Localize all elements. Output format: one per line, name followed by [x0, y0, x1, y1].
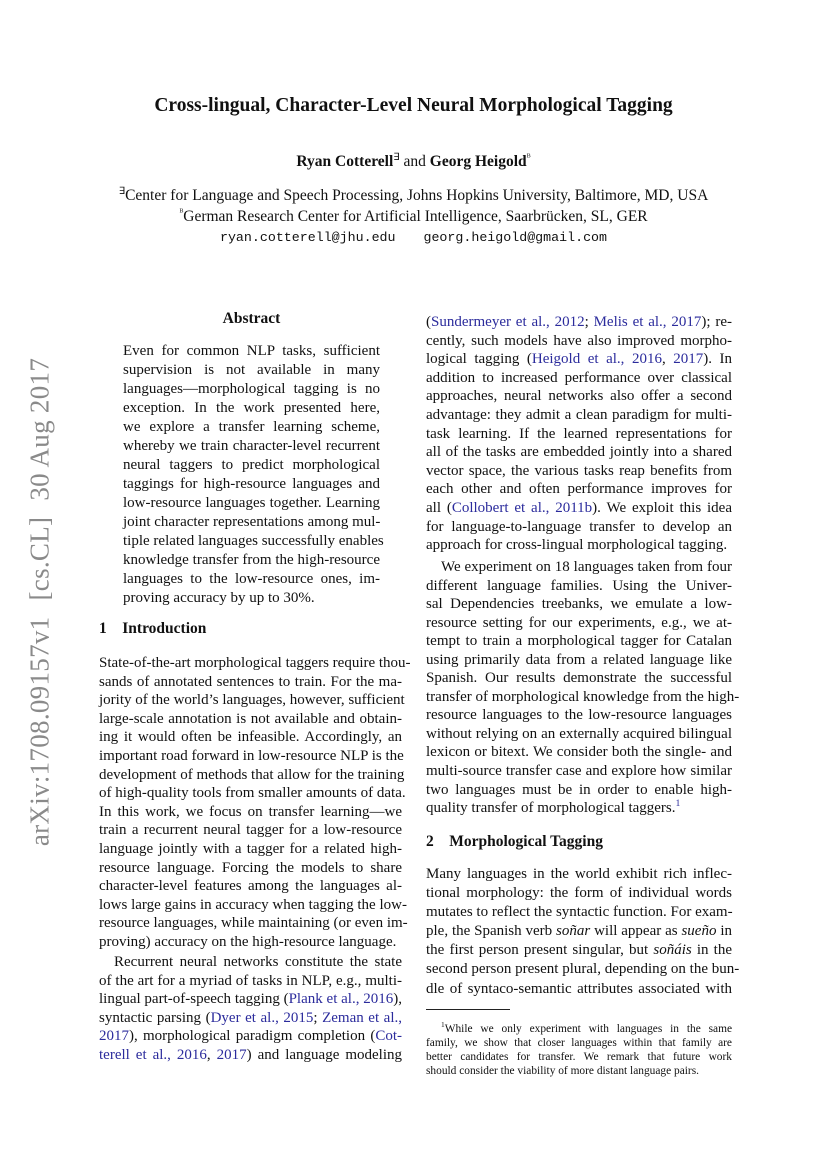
- intro-paragraph: [99, 654, 411, 952]
- affiliation-text: German Research Center for Artificial Intelligence, Saarbrücken, SL, GER: [183, 208, 648, 225]
- citation-link[interactable]: 2017: [216, 1046, 247, 1063]
- text-segment: lingual part-of-speech tagging (: [99, 991, 289, 1008]
- text-line: multi-source transfer case and explore how similar: [426, 763, 732, 780]
- text-segment: ); re-: [701, 314, 733, 330]
- text-line: [426, 922, 732, 941]
- text-line: task learning. If the learned representations for: [426, 425, 732, 442]
- text-line: proving) accuracy on the high-resource language.: [99, 933, 397, 950]
- text-line: sands of annotated sentences to train. For the ma-: [99, 673, 402, 690]
- text-segment: ). We exploit this idea: [592, 499, 732, 516]
- text-line: neural taggers to predict morphological: [123, 457, 380, 473]
- text-line: different language families. Using the Univer-: [426, 577, 732, 594]
- citation-link[interactable]: Melis et al., 2017: [593, 314, 702, 330]
- section-heading-introduction: 1 Introduction: [99, 620, 207, 637]
- affiliation-mark: ᴮ: [526, 151, 531, 163]
- text-segment: logical tagging (: [426, 351, 532, 368]
- text-line: lows large gains in accuracy when tagging the low-: [99, 896, 407, 913]
- italic-term: soñar: [556, 923, 591, 940]
- italic-term: soñáis: [653, 942, 692, 959]
- text-segment: ple, the Spanish verb: [426, 923, 557, 940]
- footnote-mark[interactable]: 1: [675, 798, 681, 810]
- text-line: dle of syntaco-semantic attributes associated with: [426, 980, 732, 997]
- text-line: [426, 799, 732, 818]
- citation-link[interactable]: Dyer et al., 2015: [210, 1009, 314, 1026]
- affiliation-mark: ᴮ: [179, 206, 184, 218]
- text-line: low-resource languages together. Learning: [123, 495, 380, 511]
- abstract-text: [123, 342, 384, 608]
- text-line: We experiment on 18 languages taken from four: [441, 559, 732, 575]
- text-segment: ;: [313, 1009, 323, 1026]
- text-line: knowledge transfer from the high-resource: [123, 552, 380, 568]
- text-line: [99, 1027, 402, 1046]
- text-line: resource language. Forcing the models to share: [99, 859, 402, 876]
- text-line: train a recurrent neural tagger for a low-resource: [99, 822, 402, 839]
- text-line: [99, 1009, 402, 1028]
- text-line: Spanish. Our results demonstrate the successful: [426, 670, 732, 687]
- text-line: tempt to train a morphological tagger for Catalan: [426, 633, 732, 650]
- text-line: tional morphology: the form of individual words: [426, 885, 732, 902]
- italic-term: sueño: [681, 923, 717, 940]
- text-line: mutates to reflect the syntactic function. For exam-: [426, 904, 733, 921]
- citation-link[interactable]: 2017: [673, 351, 704, 368]
- citation-link[interactable]: Heigold et al., 2016: [531, 351, 662, 368]
- footnote: [426, 1022, 732, 1078]
- text-line: jority of the world’s languages, however, sufficient: [99, 692, 405, 709]
- text-segment: quality transfer of morphological taggers.: [426, 800, 676, 817]
- text-line: resource languages to the low-resource languages: [426, 707, 732, 724]
- text-line: proving accuracy by up to 30%.: [123, 590, 315, 606]
- affiliation-mark: ∃: [118, 185, 126, 197]
- author-name: Ryan Cotterell: [296, 153, 394, 170]
- citation-link[interactable]: 2017: [99, 1028, 129, 1045]
- text-line: supervision is not available in many: [123, 362, 380, 378]
- text-line: [426, 499, 732, 518]
- text-line: Many languages in the world exhibit rich inflec-: [426, 866, 732, 882]
- arxiv-stamp: [25, 350, 56, 854]
- text-segment: syntactic parsing (: [99, 1009, 211, 1026]
- text-line: lexicon or bitext. We consider both the single- and: [426, 744, 732, 761]
- section2-paragraph: [426, 865, 740, 999]
- citation-link[interactable]: Cot-: [375, 1028, 402, 1045]
- citation-link[interactable]: Collobert et al., 2011b: [451, 499, 593, 516]
- text-line: [426, 313, 732, 332]
- text-segment: ),: [393, 991, 402, 1008]
- text-line: should consider the viability of more distant language pairs.: [426, 1065, 699, 1078]
- text-line: Recurrent neural networks constitute the state: [114, 954, 402, 970]
- intro-paragraph: [426, 313, 732, 555]
- text-line: [426, 350, 732, 369]
- footnote-mark[interactable]: 1: [441, 1020, 445, 1030]
- text-line: exception. In the work presented here,: [123, 400, 380, 416]
- citation-link[interactable]: Zeman et al.,: [322, 1009, 403, 1026]
- citation-link[interactable]: Sundermeyer et al., 2012: [431, 314, 585, 330]
- text-line: addition to increased performance over classical: [426, 369, 732, 386]
- affiliation: [0, 208, 827, 226]
- arxiv-category: [cs.CL]: [24, 516, 55, 601]
- text-line: without relying on an externally acquired bilingual: [426, 725, 732, 742]
- text-line: for language-to-language transfer to develop an: [426, 518, 732, 535]
- authors-conjunction: and: [403, 153, 426, 170]
- text-line: each other and often performance improves for: [426, 481, 732, 498]
- text-line: ing it would often be infeasible. Accordingly, an: [99, 729, 402, 746]
- citation-link[interactable]: terell et al., 2016: [99, 1046, 207, 1063]
- text-line: resource languages, while maintaining (or even im-: [99, 915, 408, 932]
- text-line: second person present plural, depending on the bun-: [426, 961, 740, 978]
- text-segment: ) and language modeling: [246, 1046, 402, 1063]
- text-segment: (: [426, 314, 431, 330]
- intro-paragraph: [99, 953, 402, 1065]
- text-line: of the art for a myriad of tasks in NLP, e.g., multi-: [99, 972, 402, 989]
- text-line: large-scale annotation is not available and obtain-: [99, 710, 402, 727]
- text-line: approach for cross-lingual morphological tagging.: [426, 537, 728, 554]
- text-line: languages to the low-resource ones, im-: [123, 571, 380, 587]
- text-segment: ,: [206, 1046, 217, 1063]
- text-line: resource setting for our experiments, e.g., we at-: [426, 614, 732, 631]
- authors: [0, 153, 827, 171]
- text-line: sal Dependencies treebanks, we emulate a low-: [426, 596, 732, 613]
- text-line: all of the tasks are embedded jointly into a shared: [426, 444, 732, 461]
- text-line: language jointly with a tagger for a related high-: [99, 840, 402, 857]
- author-name: Georg Heigold: [429, 153, 527, 170]
- text-line: tiple related languages successfully enables: [123, 533, 384, 549]
- affiliation-mark: ∃: [393, 151, 400, 163]
- text-line: whereby we train character-level recurrent: [123, 438, 380, 454]
- arxiv-id: arXiv:1708.09157v1: [24, 616, 55, 847]
- text-segment: ). In: [703, 351, 733, 368]
- text-segment: While we only experiment with languages in the same: [444, 1023, 732, 1035]
- text-line: taggings for high-resource languages and: [123, 476, 380, 492]
- text-line: of high-quality tools from smaller amounts of data.: [99, 785, 406, 802]
- text-line: using primarily data from a related language like: [426, 651, 732, 668]
- intro-paragraph: [426, 558, 740, 818]
- text-line: family, we show that closer languages within that family are: [426, 1037, 732, 1050]
- text-segment: ;: [584, 314, 594, 330]
- arxiv-date: 30 Aug 2017: [24, 357, 55, 501]
- text-segment: all (: [426, 499, 452, 516]
- citation-link[interactable]: Plank et al., 2016: [288, 991, 394, 1008]
- section-heading-morphological-tagging: 2 Morphological Tagging: [426, 833, 603, 850]
- text-segment: ,: [661, 351, 674, 368]
- text-segment: in: [716, 923, 732, 940]
- text-line: Even for common NLP tasks, sufficient: [123, 343, 380, 359]
- text-line: important road forward in low-resource NLP is the: [99, 747, 404, 764]
- text-line: transfer of morphological knowledge from the high-: [426, 688, 740, 705]
- text-line: [99, 990, 402, 1009]
- footnote-rule: [426, 1009, 510, 1010]
- paper-title: Cross-lingual, Character-Level Neural Morphological Tagging: [154, 95, 673, 116]
- text-segment: the first person present singular, but: [426, 942, 654, 959]
- affiliation-text: Center for Language and Speech Processing, Johns Hopkins University, Baltimore, MD, USA: [125, 187, 709, 204]
- text-line: languages—morphological tagging is no: [123, 381, 380, 397]
- text-line: [426, 1022, 732, 1036]
- text-segment: ), morphological paradigm completion (: [129, 1028, 376, 1045]
- abstract-heading: Abstract: [222, 310, 281, 327]
- text-line: In this work, we focus on transfer learning—we: [99, 803, 402, 820]
- text-segment: will appear as: [590, 923, 682, 940]
- text-line: two languages must be in order to enable high-: [426, 781, 732, 798]
- text-line: better candidates for transfer. We remark that future work: [426, 1051, 732, 1064]
- author-emails: ryan.cotterell@jhu.edu georg.heigold@gmail.com: [219, 230, 608, 245]
- text-line: approaches, neural networks also offer a second: [426, 388, 732, 405]
- text-line: advantage: they admit a clean paradigm for multi-: [426, 406, 732, 423]
- text-line: [426, 941, 732, 960]
- text-line: we explore a transfer learning scheme,: [123, 419, 380, 435]
- text-line: cently, such models have also improved morpho-: [426, 332, 732, 349]
- text-line: character-level features among the languages al-: [99, 878, 402, 895]
- text-line: joint character representations among mul-: [123, 514, 381, 530]
- text-line: development of methods that allow for the training: [99, 766, 405, 783]
- text-segment: in the: [691, 942, 733, 959]
- text-line: State-of-the-art morphological taggers require thou-: [99, 655, 411, 671]
- text-line: [99, 1046, 402, 1065]
- affiliation: [0, 187, 827, 205]
- text-line: vector space, the various tasks reap benefits from: [426, 462, 732, 479]
